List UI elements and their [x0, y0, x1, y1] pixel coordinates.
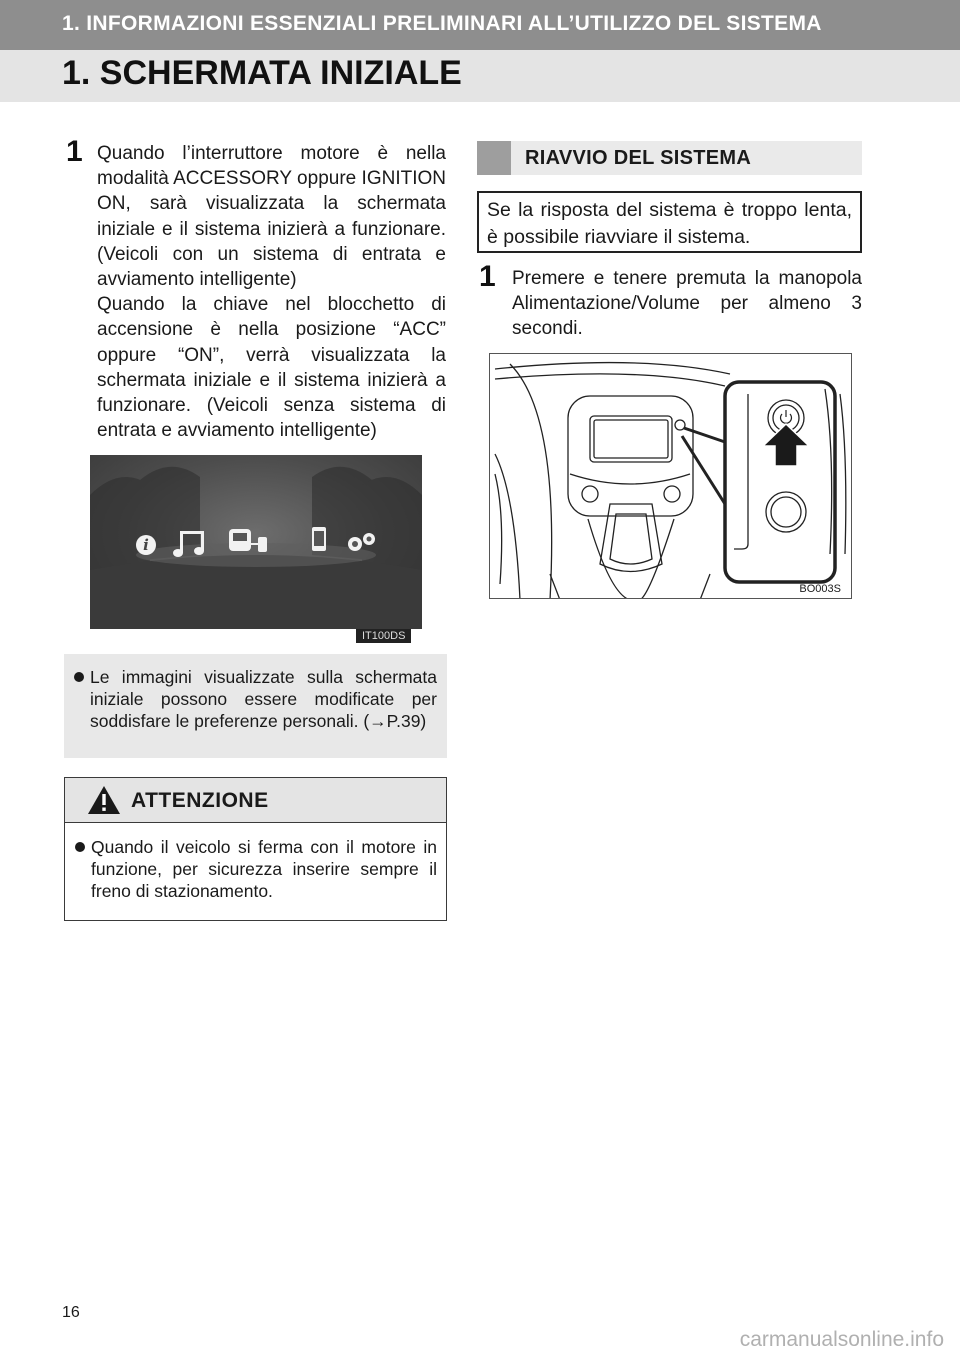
- warning-content: [91, 836, 437, 902]
- home-screen-illustration: [90, 455, 422, 629]
- restart-step-text: Premere e tenere premuta la manopola Alimentazione/Volume per almeno 3 secondi.: [512, 268, 862, 340]
- chapter-header: [0, 0, 960, 50]
- restart-title: RIAVVIO DEL SISTEMA: [525, 147, 752, 169]
- info-icon: [136, 535, 156, 555]
- warning-box: [64, 777, 447, 921]
- watermark: carmanualsonline.info: [739, 1328, 944, 1351]
- svg-text:i: i: [143, 536, 149, 554]
- phone-connect-icon: [229, 529, 267, 552]
- console-illustration: [490, 354, 852, 599]
- step-text: [97, 141, 446, 443]
- bullet-icon: [74, 672, 84, 682]
- step-paragraph-2: Quando la chiave nel blocchetto di accensione è nella posizione “ACC” oppure “ON”, verrà visualizzata la schermata iniziale e il sistema inizierà a funzionare. (Veicoli senza sistema di entrata e avviamento intelligente): [97, 294, 446, 442]
- smartphone-icon: [312, 527, 326, 551]
- note-box: [64, 654, 447, 758]
- restart-step-number: 1: [479, 260, 496, 293]
- restart-section-header: [477, 141, 862, 175]
- figure-code: IT100DS: [356, 629, 411, 643]
- warning-text: Quando il veicolo si ferma con il motore in funzione, per sicurezza inserire sempre il freno di stazionamento.: [91, 837, 437, 901]
- step-number: 1: [66, 135, 83, 168]
- note-item: [90, 666, 437, 732]
- step-paragraph-1: Quando l’interruttore motore è nella modalità ACCESSORY oppure IGNITION ON, sarà visualizzata la schermata iniziale e il sistema inizierà a funzionare. (Veicoli con un sistema di entrata e avviamento intelligente): [97, 143, 446, 291]
- warning-item: [91, 836, 437, 902]
- warning-title: ATTENZIONE: [131, 789, 269, 812]
- chapter-title: 1. INFORMAZIONI ESSENZIALI PRELIMINARI ALL’UTILIZZO DEL SISTEMA: [62, 12, 822, 35]
- restart-info-box: Se la risposta del sistema è troppo lenta, è possibile riavviare il sistema.: [477, 191, 862, 253]
- console-figure: [489, 353, 852, 599]
- console-figure-code: BO003S: [799, 583, 841, 595]
- bullet-icon: [75, 842, 85, 852]
- page-number: 16: [62, 1304, 80, 1321]
- note-text: Le immagini visualizzate sulla schermata iniziale possono essere modificate per soddisfare le preferenze personali. (→P.39): [90, 667, 437, 731]
- section-header: [0, 50, 960, 102]
- home-screen-figure: [90, 455, 422, 629]
- warning-icon: [87, 785, 121, 815]
- warning-header: [65, 778, 446, 823]
- section-title: 1. SCHERMATA INIZIALE: [62, 54, 462, 92]
- header-square: [477, 141, 511, 175]
